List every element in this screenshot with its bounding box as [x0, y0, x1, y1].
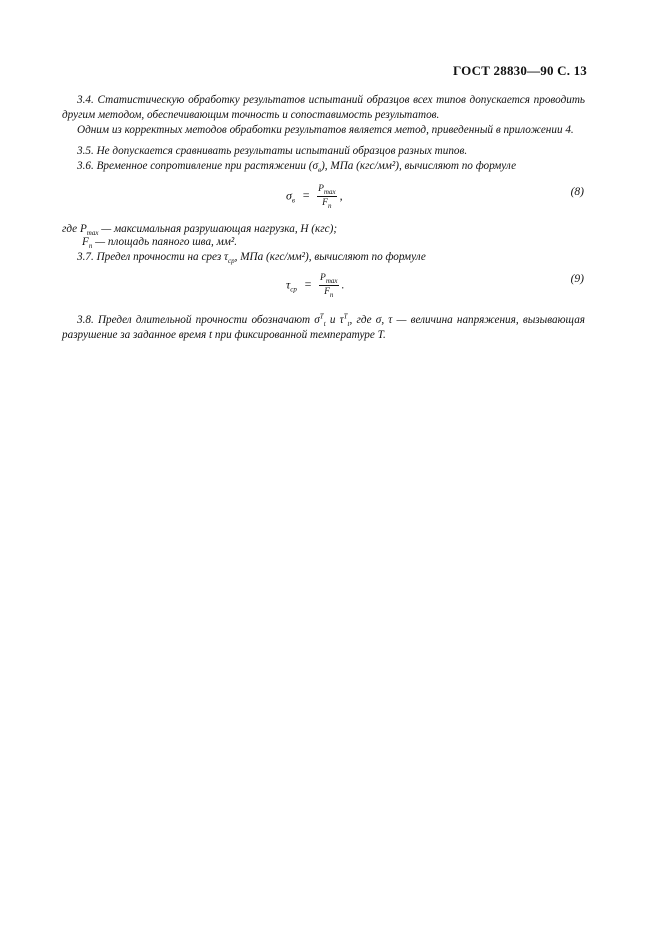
legend-fp — [82, 235, 237, 250]
legend-f-symbol: F — [82, 236, 89, 248]
formula-9-punct: . — [341, 277, 345, 292]
paragraph-3-6 — [62, 159, 585, 174]
formula-9 — [286, 273, 345, 298]
formula-9-den-sym: F — [324, 287, 330, 297]
formula-9-den-sub: п — [329, 290, 334, 299]
paragraph-3-6-lead: 3.6. Временное сопротивление при растяжении (σ — [77, 160, 319, 172]
sigma-sub: t — [323, 320, 326, 329]
formula-8-lhs-sub: в — [291, 196, 295, 205]
paragraph-3-6-sub: в — [318, 166, 322, 175]
formula-9-eq: = — [303, 277, 313, 292]
formula-9-lhs-sub: ср — [290, 285, 297, 294]
tau-sup: T — [343, 312, 348, 321]
paragraph-3-7-sub: ср — [228, 257, 235, 266]
tau-sub: t — [347, 320, 350, 329]
paragraph-3-5: 3.5. Не допускается сравнивать результаты испытаний образцов разных типов. — [77, 145, 468, 157]
paragraph-3-4: 3.4. Статистическую обработку результатов испытаний образцов всех типов допускается проводить другим методом, обеспечивающим точность и сопоставимость результатов. — [62, 94, 585, 121]
formula-8-fraction — [317, 184, 336, 209]
formula-8-denominator — [317, 197, 336, 209]
paragraph-3-7-lead: 3.7. Предел прочности на срез τ — [77, 251, 228, 263]
paragraph-3-7 — [62, 250, 585, 265]
legend-f-sub: п — [88, 242, 93, 251]
formula-9-denominator — [319, 286, 338, 298]
paragraph-3-8-part2: и τ — [325, 314, 344, 326]
legend-p-sub: max — [86, 229, 99, 238]
formula-8-num-sym: P — [318, 184, 324, 194]
paragraph-3-7-tail: , МПа (кгс/мм²), вычисляют по формуле — [234, 251, 426, 263]
equation-number-8: (8) — [570, 186, 584, 198]
formula-9-lhs: τ — [286, 277, 291, 292]
formula-8-numerator — [317, 184, 336, 197]
page-header: ГОСТ 28830—90 С. 13 — [453, 63, 587, 78]
legend-p-symbol: P — [79, 223, 87, 235]
legend-where: где — [62, 223, 78, 235]
formula-8-den-sym: F — [322, 198, 328, 208]
formula-8-lhs: σ — [286, 188, 292, 203]
paragraph-3-8-part3: , где σ, τ — величина напряжения, вызывающая разрушение за заданное время t при фиксированной температуре T. — [62, 314, 585, 341]
legend-p-desc: — максимальная разрушающая нагрузка, Н (кгс); — [98, 223, 338, 235]
paragraph-3-4-note: Одним из корректных методов обработки результатов является метод, приведенный в приложении 4. — [77, 124, 574, 136]
paragraph-3-6-tail: ), МПа (кгс/мм²), вычисляют по формуле — [321, 160, 517, 172]
formula-9-num-sub: max — [325, 276, 338, 285]
formula-8-num-sub: max — [323, 187, 336, 196]
formula-8-punct: , — [339, 188, 343, 203]
equation-number-9: (9) — [570, 273, 584, 285]
paragraph-3-8-part1: 3.8. Предел длительной прочности обозначают σ — [77, 314, 320, 326]
formula-8-eq: = — [301, 188, 311, 203]
formula-8-den-sub: п — [327, 201, 332, 210]
formula-9-fraction — [319, 273, 338, 298]
formula-9-numerator — [319, 273, 338, 286]
sigma-sup: T — [319, 312, 324, 321]
legend-f-desc: — площадь паяного шва, мм². — [92, 236, 238, 248]
formula-9-num-sym: P — [320, 273, 326, 283]
paragraph-3-8 — [62, 313, 585, 343]
formula-8 — [286, 184, 343, 209]
